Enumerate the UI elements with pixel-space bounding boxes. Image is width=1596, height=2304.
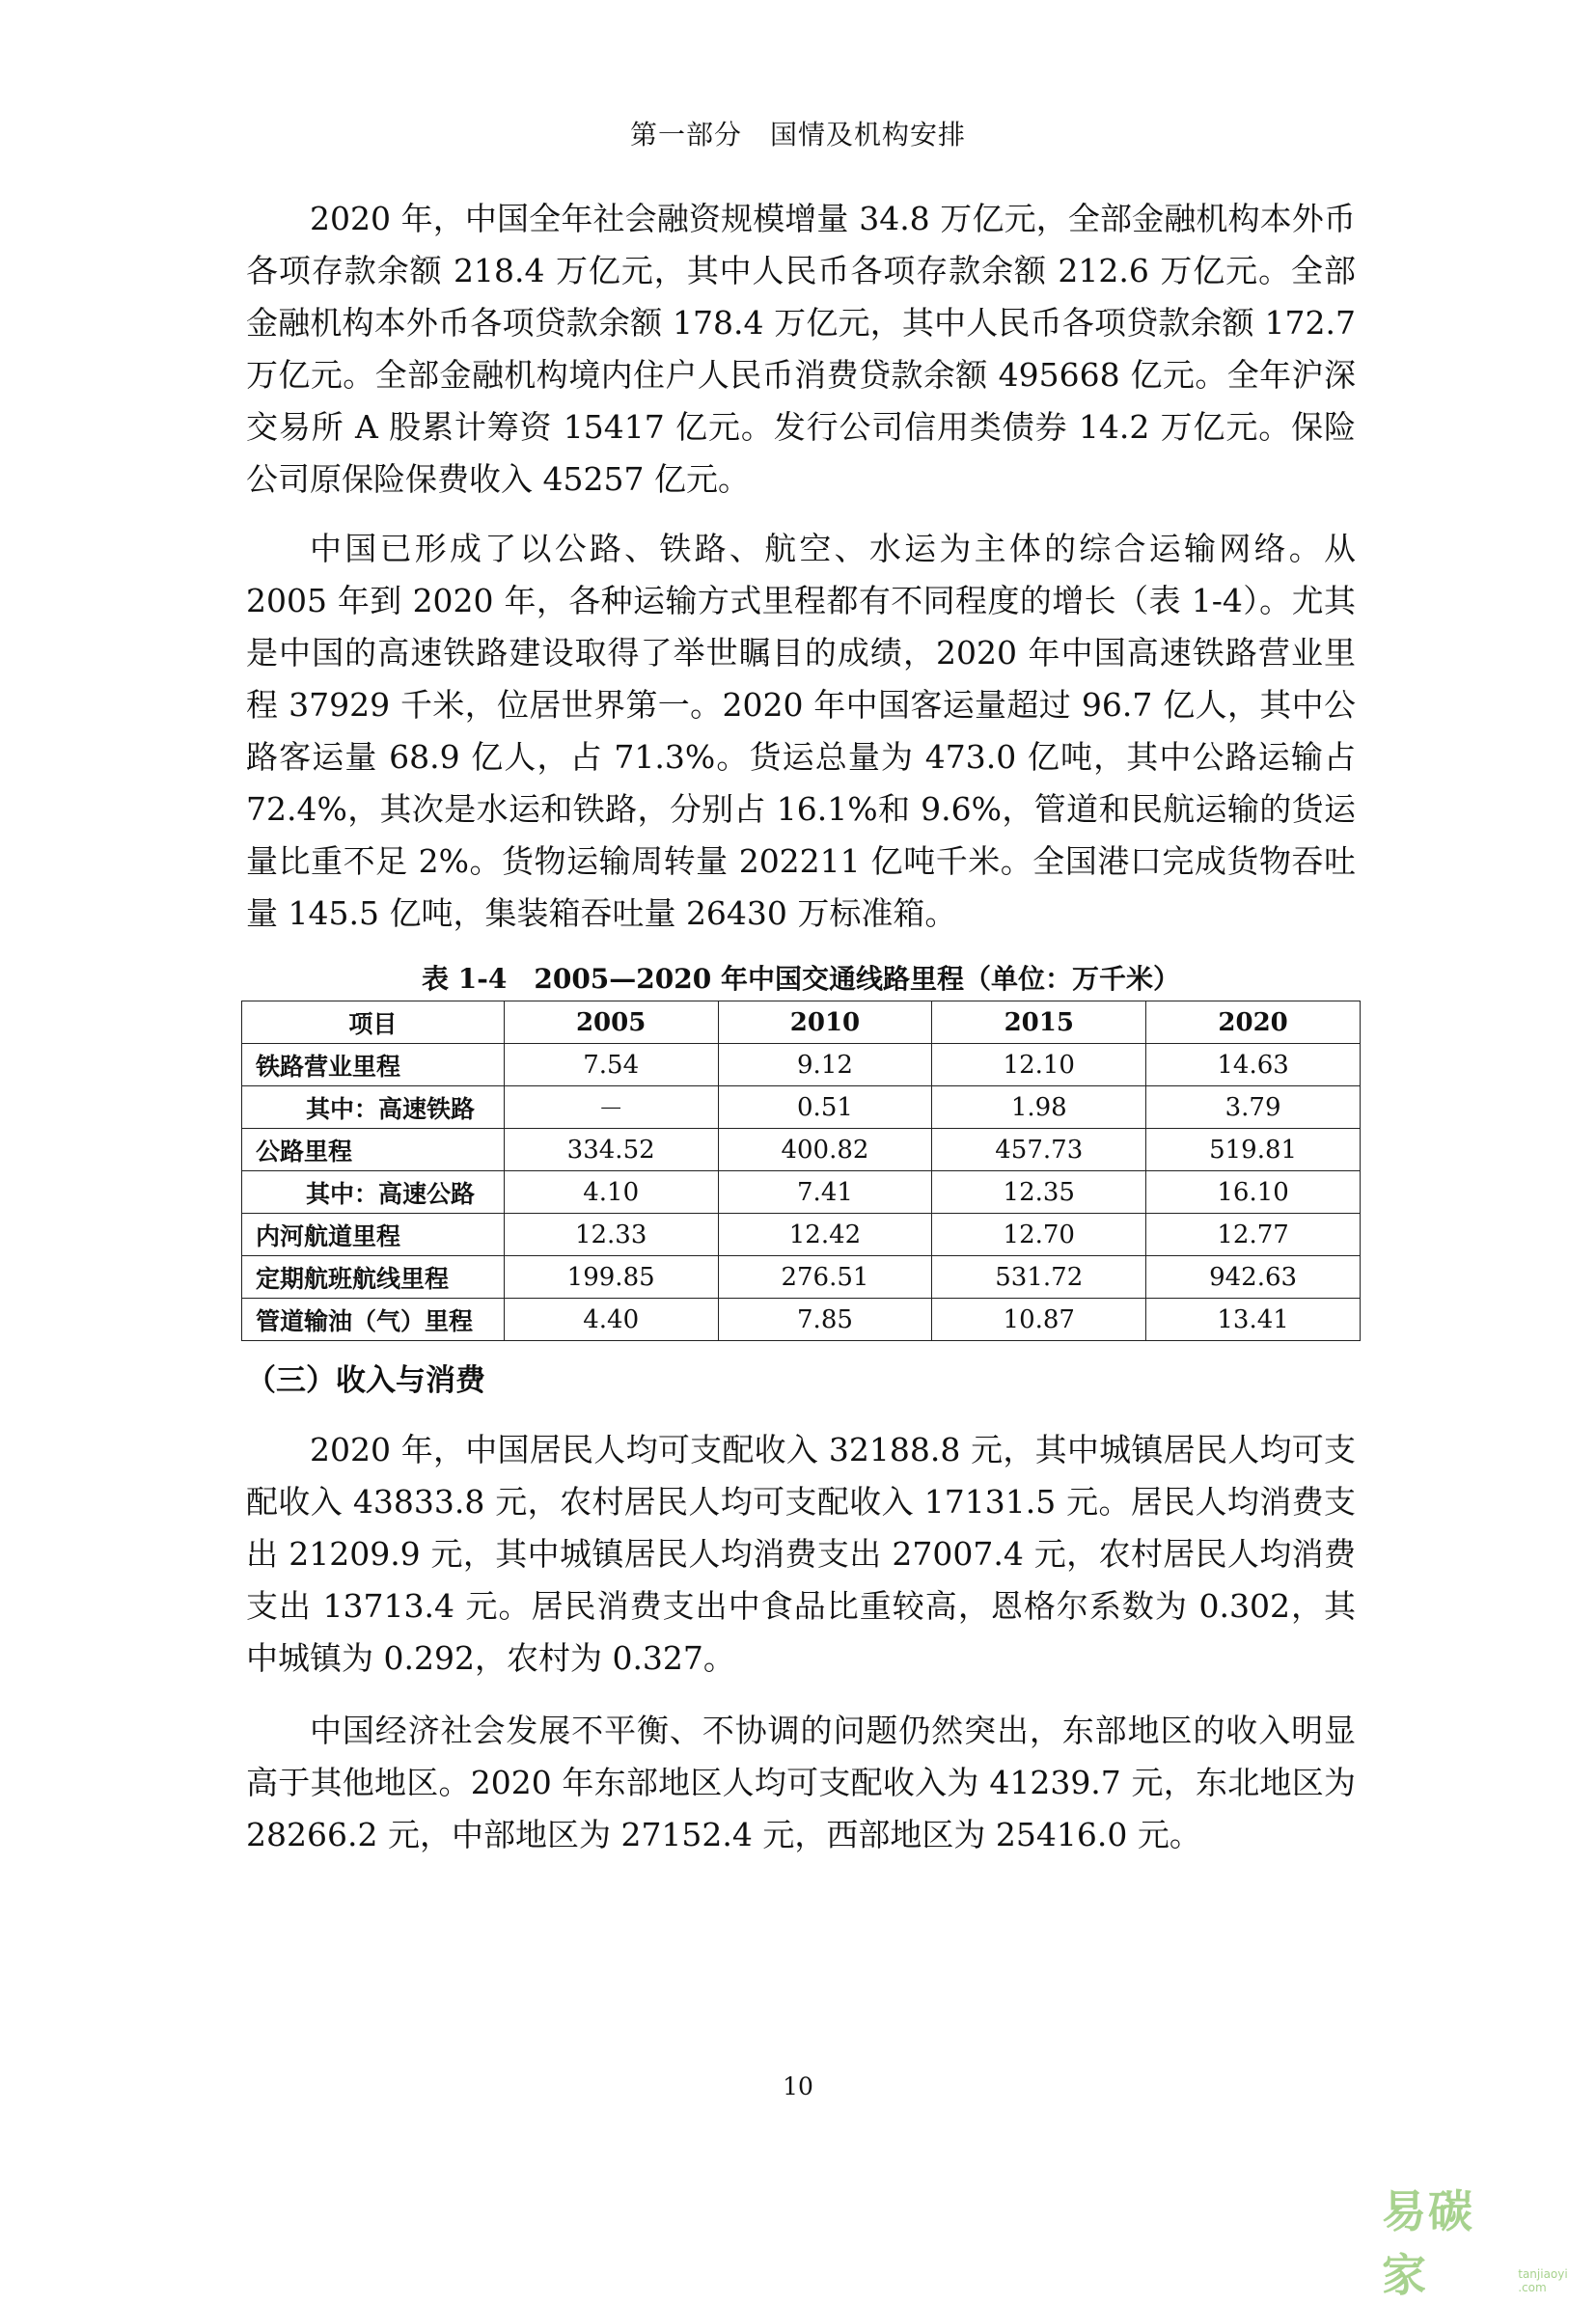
page-number: 10 — [783, 2072, 813, 2100]
paragraph-finance: 2020 年，中国全年社会融资规模增量 34.8 万亿元，全部金融机构本外币各项存款余额 218.4 万亿元，其中人民币各项存款余额 212.6 万亿元。全部金融机构本外币各项贷款余额 178.4 万亿元，其中人民币各项贷款余额 172.7 万亿元。全部金融机构境内住户人民币消费贷款余额 495668 亿元。全年沪深交易所 A 股累计筹资 15417 亿元。发行公司信用类债券 14.2 万亿元。保险公司原保险保费收入 45257 亿元。 — [246, 200, 1356, 498]
table-cell: 12.33 — [504, 1214, 718, 1256]
table-cell: 334.52 — [504, 1129, 718, 1171]
row-label: 铁路营业里程 — [242, 1044, 505, 1086]
table-cell: 7.41 — [718, 1171, 932, 1214]
table-cell: 4.40 — [504, 1299, 718, 1341]
table-caption: 表 1-4 2005—2020 年中国交通线路里程（单位：万千米） — [422, 963, 1180, 995]
column-header: 2010 — [718, 1001, 932, 1044]
table-row — [242, 1256, 1361, 1299]
table-cell: 12.10 — [932, 1044, 1146, 1086]
table-row — [242, 1299, 1361, 1341]
row-label: 定期航班航线里程 — [242, 1256, 505, 1299]
table-row — [242, 1171, 1361, 1214]
transport-mileage-table — [241, 1001, 1361, 1341]
table-cell: 531.72 — [932, 1256, 1146, 1299]
table-cell: － — [504, 1086, 718, 1129]
table-cell: 13.41 — [1146, 1299, 1361, 1341]
row-label: 管道输油（气）里程 — [242, 1299, 505, 1341]
table-cell: 10.87 — [932, 1299, 1146, 1341]
row-label: 其中：高速铁路 — [242, 1086, 505, 1129]
table-cell: 3.79 — [1146, 1086, 1361, 1129]
column-header: 2005 — [504, 1001, 718, 1044]
table-row — [242, 1129, 1361, 1171]
paragraph-regional: 中国经济社会发展不平衡、不协调的问题仍然突出，东部地区的收入明显高于其他地区。2020 年东部地区人均可支配收入为 41239.7 元，东北地区为 28266.2 元，中部地区为 27152.4 元，西部地区为 25416.0 元。 — [246, 1712, 1356, 1853]
table-header-row — [242, 1001, 1361, 1044]
row-label: 公路里程 — [242, 1129, 505, 1171]
paragraph-income: 2020 年，中国居民人均可支配收入 32188.8 元，其中城镇居民人均可支配收入 43833.8 元，农村居民人均可支配收入 17131.5 元。居民人均消费支出 21209.9 元，其中城镇居民人均消费支出 27007.4 元，农村居民人均消费支出 13713.4 元。居民消费支出中食品比重较高，恩格尔系数为 0.302，其中城镇为 0.292，农村为 0.327。 — [246, 1431, 1356, 1677]
table-cell: 400.82 — [718, 1129, 932, 1171]
table-cell: 457.73 — [932, 1129, 1146, 1171]
column-header: 项目 — [242, 1001, 505, 1044]
table-cell: 942.63 — [1146, 1256, 1361, 1299]
paragraph-transport: 中国已形成了以公路、铁路、航空、水运为主体的综合运输网络。从 2005 年到 2020 年，各种运输方式里程都有不同程度的增长（表 1-4）。尤其是中国的高速铁路建设取得了举世瞩目的成绩，2020 年中国高速铁路营业里程 37929 千米，位居世界第一。2020 年中国客运量超过 96.7 亿人，其中公路客运量 68.9 亿人，占 71.3%。货运总量为 473.0 亿吨，其中公路运输占 72.4%，其次是水运和铁路，分别占 16.1%和 9.6%，管道和民航运输的货运量比重不足 2%。货物运输周转量 202211 亿吨千米。全国港口完成货物吞吐量 145.5 亿吨，集装箱吞吐量 26430 万标准箱。 — [246, 530, 1356, 932]
row-label: 其中：高速公路 — [242, 1171, 505, 1214]
table-cell: 0.51 — [718, 1086, 932, 1129]
column-header: 2020 — [1146, 1001, 1361, 1044]
table-cell: 12.42 — [718, 1214, 932, 1256]
table-cell: 519.81 — [1146, 1129, 1361, 1171]
table-cell: 7.54 — [504, 1044, 718, 1086]
table-row — [242, 1214, 1361, 1256]
section-heading: （三）收入与消费 — [246, 1363, 485, 1398]
watermark-logo — [1382, 2177, 1596, 2304]
table-row — [242, 1086, 1361, 1129]
table-cell: 7.85 — [718, 1299, 932, 1341]
table-row — [242, 1044, 1361, 1086]
table-cell: 4.10 — [504, 1171, 718, 1214]
watermark-domain: tanjiaoyi .com — [1518, 2267, 1568, 2294]
table-cell: 16.10 — [1146, 1171, 1361, 1214]
column-header: 2015 — [932, 1001, 1146, 1044]
running-title: 第一部分 国情及机构安排 — [629, 119, 966, 151]
table-cell: 12.77 — [1146, 1214, 1361, 1256]
row-label: 内河航道里程 — [242, 1214, 505, 1256]
table-cell: 1.98 — [932, 1086, 1146, 1129]
table-cell: 12.70 — [932, 1214, 1146, 1256]
table-cell: 199.85 — [504, 1256, 718, 1299]
table-cell: 9.12 — [718, 1044, 932, 1086]
table-cell: 14.63 — [1146, 1044, 1361, 1086]
watermark-brand: 易碳家 — [1382, 2185, 1474, 2301]
table-cell: 12.35 — [932, 1171, 1146, 1214]
table-cell: 276.51 — [718, 1256, 932, 1299]
